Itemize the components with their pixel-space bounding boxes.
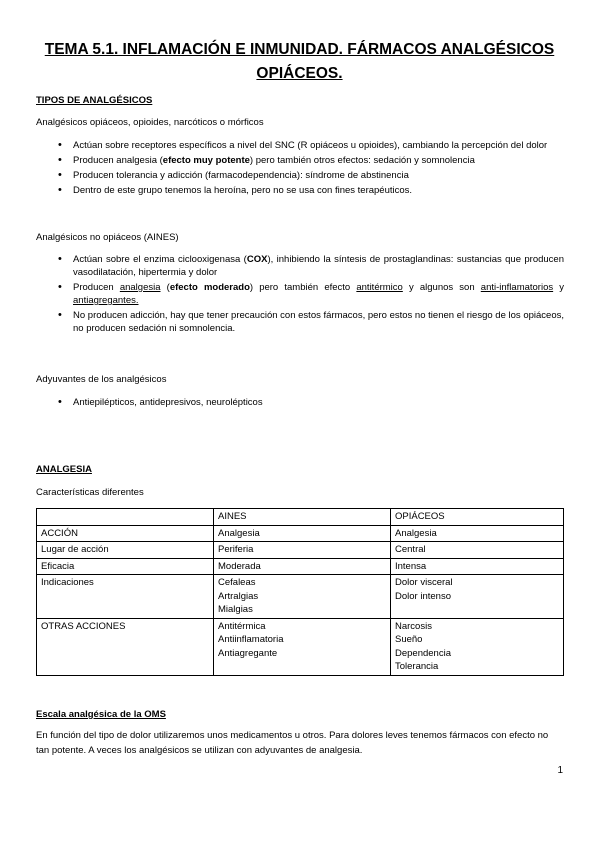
- table-header-row: [37, 509, 564, 526]
- aines-cell: Antitérmica Antiinflamatoria Antiagregante: [214, 618, 391, 675]
- row-label: Eficacia: [37, 558, 214, 575]
- aines-cell: Cefaleas Artralgias Mialgias: [214, 575, 391, 619]
- list-item: • Actúan sobre el enzima ciclooxigenasa (COX), inhibiendo la síntesis de prostaglandinas: sustancias que producen vasodilatación, hipertermia y dolor: [36, 253, 564, 279]
- list-item: • Antiepilépticos, antidepresivos, neurolépticos: [36, 396, 564, 409]
- oms-paragraph: En función del tipo de dolor utilizaremos unos medicamentos u otros. Para dolores leves tenemos fármacos con efecto no tan potente. A veces los analgésicos se utilizan con adyuvantes de analgesia.: [36, 730, 549, 756]
- comparison-table: [36, 508, 564, 676]
- table-caption: Características diferentes: [36, 487, 144, 498]
- list-item: • Producen analgesia (efecto muy potente) pero también otros efectos: sedación y somnolencia: [36, 154, 564, 167]
- aines-intro: Analgésicos no opiáceos (AINES): [36, 232, 179, 243]
- table-row: [37, 542, 564, 559]
- page-title-line-2: OPIÁCEOS.: [256, 65, 343, 82]
- adyuvantes-intro: Adyuvantes de los analgésicos: [36, 374, 167, 385]
- page-title-line-1: TEMA 5.1. INFLAMACIÓN E INMUNIDAD. FÁRMACOS ANALGÉSICOS: [44, 41, 555, 58]
- section-heading-oms: Escala analgésica de la OMS: [36, 709, 166, 720]
- opiaceos-cell: Narcosis Sueño Dependencia Tolerancia: [391, 618, 564, 675]
- opiaceos-list: [36, 139, 564, 199]
- table-header-cell: OPIÁCEOS: [391, 509, 564, 526]
- row-label: Indicaciones: [37, 575, 214, 619]
- opiaceos-cell: Analgesia: [391, 525, 564, 542]
- opiaceos-cell: Central: [391, 542, 564, 559]
- row-label: Lugar de acción: [37, 542, 214, 559]
- adyuvantes-list: [36, 396, 564, 411]
- table-header-cell: [37, 509, 214, 526]
- section-heading-analgesia: ANALGESIA: [36, 464, 92, 475]
- aines-cell: Periferia: [214, 542, 391, 559]
- opiaceos-intro: Analgésicos opiáceos, opioides, narcóticos o mórficos: [36, 117, 264, 128]
- table-row: [37, 618, 564, 675]
- table-row: [37, 525, 564, 542]
- aines-cell: Analgesia: [214, 525, 391, 542]
- aines-cell: Moderada: [214, 558, 391, 575]
- opiaceos-cell: Intensa: [391, 558, 564, 575]
- row-label: OTRAS ACCIONES: [37, 618, 214, 675]
- table-row: [37, 558, 564, 575]
- list-item: • Producen tolerancia y adicción (farmacodependencia): síndrome de abstinencia: [36, 169, 564, 182]
- section-heading-tipos: TIPOS DE ANALGÉSICOS: [36, 95, 153, 106]
- list-item: • Dentro de este grupo tenemos la heroína, pero no se usa con fines terapéuticos.: [36, 184, 564, 197]
- opiaceos-cell: Dolor visceral Dolor intenso: [391, 575, 564, 619]
- list-item: • Producen analgesia (efecto moderado) pero también efecto antitérmico y algunos son anti-inflamatorios y antiagregantes.: [36, 281, 564, 307]
- list-item: • No producen adicción, hay que tener precaución con estos fármacos, pero estos no tienen el riesgo de los opiáceos, no producen sedación ni somnolencia.: [36, 309, 564, 335]
- row-label: ACCIÓN: [37, 525, 214, 542]
- page-number: 1: [557, 765, 563, 776]
- table-row: [37, 575, 564, 619]
- list-item: • Actúan sobre receptores específicos a nivel del SNC (R opiáceos u opioides), cambiando la percepción del dolor: [36, 139, 564, 152]
- table-header-cell: AINES: [214, 509, 391, 526]
- aines-list: [36, 253, 564, 337]
